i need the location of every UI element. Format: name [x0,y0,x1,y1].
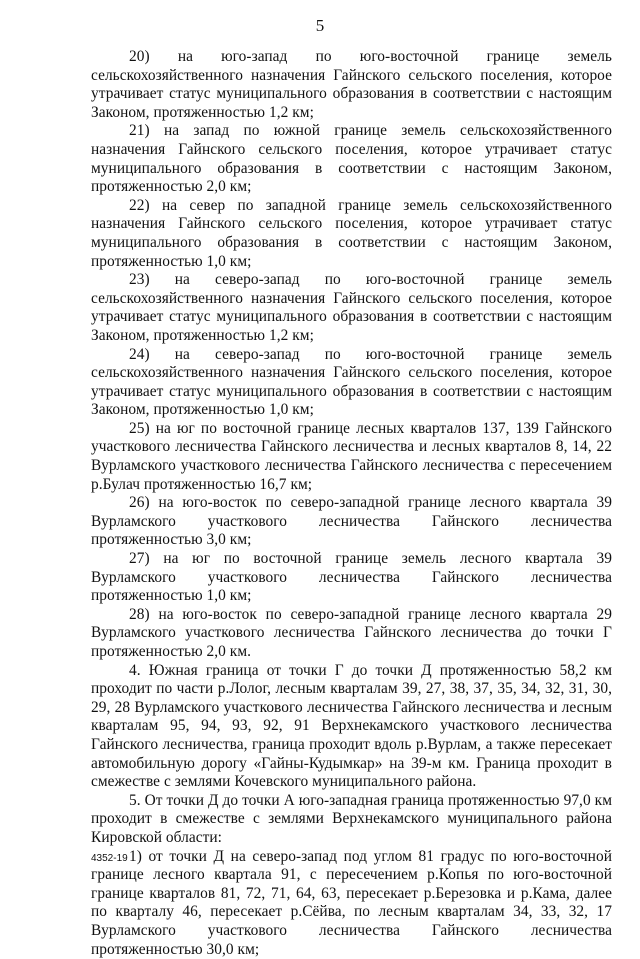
paragraph-item-25: 25) на юг по восточной границе лесных кварталов 137, 139 Гайнского участкового лесничества Гайнского лесничества и лесных кварталов 8, 14, 22 Вурламского участкового лесничества Гайнского лесничества с пересечением р.Булач протяженностью 16,7 км; [91,419,612,493]
page-number: 5 [315,16,325,35]
paragraph-item-1: 1) от точки Д на северо-запад под углом 81 градус по юго-восточной границе лесного квартала 91, с пересечением р.Копья по юго-восточной границе кварталов 81, 72, 71, 64, 63, пересекает р.Березовка и р.Кама, далее по кварталу 46, пересекает р.Сёйва, по лесным кварталам 34, 33, 32, 17 Вурламского участкового лесничества Гайнского лесничества протяженностью 30,0 км; [91,847,612,958]
paragraph-section-5-southwestern-border: 5. От точки Д до точки А юго-западная граница протяженностью 97,0 км проходит в смежестве с землями Верхнекамского муниципального района Кировской области: [91,791,612,846]
paragraph-item-26: 26) на юго-восток по северо-западной границе лесного квартала 39 Вурламского участкового лесничества Гайнского лесничества протяженностью 3,0 км; [91,494,612,549]
paragraph-item-22: 22) на север по западной границе земель сельскохозяйственного назначения Гайнского сельского поселения, которое утрачивает статус муниципального образования в соответствии с настоящим Законом, протяженностью 1,0 км; [91,196,612,270]
paragraph-section-4-southern-border: 4. Южная граница от точки Г до точки Д протяженностью 58,2 км проходит по части р.Лолог, лесным кварталам 39, 27, 38, 37, 35, 34, 32, 31, 30, 29, 28 Вурламского участкового лесничества Гайнского лесничества и лесным кварталам 95, 94, 93, 92, 91 Верхнекамского участкового лесничества Гайнского лесничества, граница проходит вдоль р.Вурлам, а также пересекает автомобильную дорогу «Гайны-Кудымкар» на 39-м км. Граница проходит в смежестве с землями Кочевского муниципального района. [91,661,612,791]
paragraph-item-20: 20) на юго-запад по юго-восточной границе земель сельскохозяйственного назначения Гайнского сельского поселения, которое утрачивает статус муниципального образования в соответствии с настоящим Законом, протяженностью 1,2 км; [91,48,612,121]
paragraph-item-28: 28) на юго-восток по северо-западной границе лесного квартала 29 Вурламского участкового лесничества Гайнского лесничества до точки Г протяженностью 2,0 км. [91,605,612,660]
paragraph-item-23: 23) на северо-запад по юго-восточной границе земель сельскохозяйственного назначения Гайнского сельского поселения, которое утрачивает статус муниципального образования в соответствии с настоящим Законом, протяженностью 1,2 км; [91,271,612,344]
paragraph-item-21: 21) на запад по южной границе земель сельскохозяйственного назначения Гайнского сельского поселения, которое утрачивает статус муниципального образования в соответствии с настоящим Законом, протяженностью 2,0 км; [91,122,612,196]
paragraph-item-24: 24) на северо-запад по юго-восточной границе земель сельскохозяйственного назначения Гайнского сельского поселения, которое утрачивает статус муниципального образования в соответствии с настоящим Законом, протяженностью 1,0 км; [91,345,612,419]
paragraph-item-27: 27) на юг по восточной границе земель лесного квартала 39 Вурламского участкового лесничества Гайнского лесничества протяженностью 1,0 км; [91,550,612,605]
document-body [91,48,612,959]
document-code: 4352-19 [91,853,128,864]
